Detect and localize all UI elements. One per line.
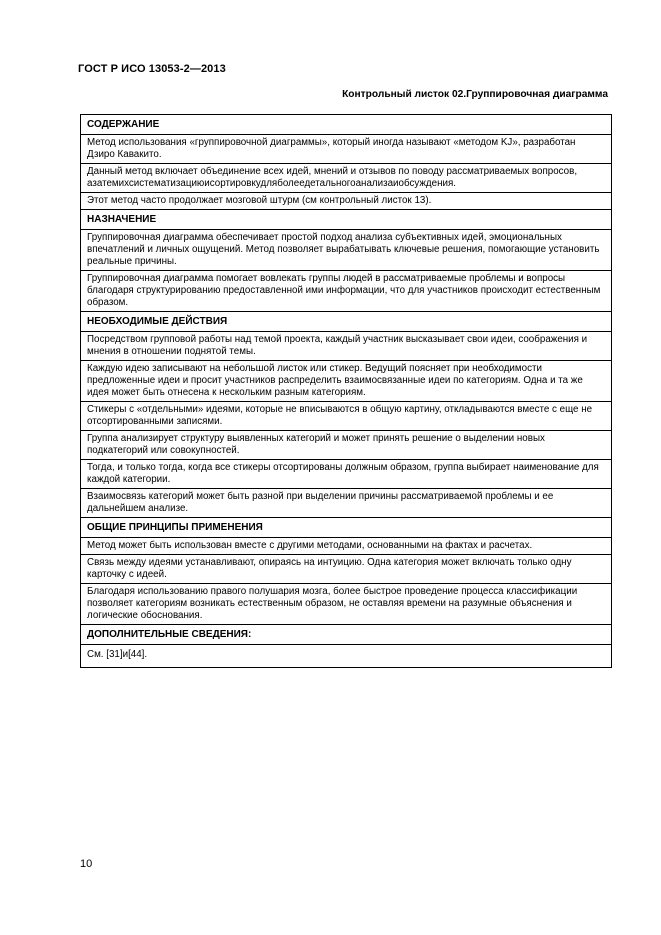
section-heading: СОДЕРЖАНИЕ xyxy=(81,115,611,135)
checklist-table xyxy=(80,114,612,668)
section-purpose xyxy=(81,209,611,311)
section-heading: НАЗНАЧЕНИЕ xyxy=(81,210,611,230)
page-number: 10 xyxy=(80,858,93,870)
section-paragraph: Тогда, и только тогда, когда все стикеры отсортированы должным образом, группа выбирает наименование для каждой категории. xyxy=(81,460,611,489)
section-paragraph: Связь между идеями устанавливают, опираясь на интуицию. Одна категория может включать только одну карточку с идеей. xyxy=(81,555,611,584)
section-heading: ОБЩИЕ ПРИНЦИПЫ ПРИМЕНЕНИЯ xyxy=(81,518,611,538)
section-paragraph: Стикеры с «отдельными» идеями, которые не вписываются в общую картину, откладываются вместе с еще не отсортированными записями. xyxy=(81,402,611,431)
section-heading: ДОПОЛНИТЕЛЬНЫЕ СВЕДЕНИЯ: xyxy=(81,625,611,645)
section-paragraph: Этот метод часто продолжает мозговой штурм (см контрольный листок 13). xyxy=(87,195,432,206)
section-paragraph: Взаимосвязь категорий может быть разной при выделении причины рассматриваемой проблемы и ее дальнейшем анализе. xyxy=(87,491,554,514)
section-paragraph: Группа анализирует структуру выявленных категорий и может принять решение о выделении новых подкатегорий или совокупностей. xyxy=(81,431,611,460)
section-paragraph: Группировочная диаграмма помогает вовлекать группы людей в рассматриваемые проблемы и вопросы благодаря структурированию предоставленной ими информации, что для участников происходит естественным образом. xyxy=(87,273,601,308)
section-paragraph: Группировочная диаграмма обеспечивает простой подход анализа субъективных идей, эмоциональных впечатлений и личных ощущений. Метод позволяет вырабатывать ключевые решения, помогающие установить реальные причины. xyxy=(81,230,611,271)
document-id: ГОСТ Р ИСО 13053-2—2013 xyxy=(78,63,226,75)
section-paragraph: Посредством групповой работы над темой проекта, каждый участник высказывает свои идеи, соображения и мнения в отношении поднятой темы. xyxy=(81,332,611,361)
section-paragraph: Данный метод включает объединение всех идей, мнений и отзывов по поводу рассматриваемых вопросов, азатемихсистематизациюисортировкудляболеедетальногоанализаиобсуждения. xyxy=(81,164,611,193)
section-paragraph: Благодаря использованию правого полушария мозга, более быстрое проведение процесса классификации позволяет категориям возникать естественным образом, не оставляя времени на разумные объяснения и логические обоснования. xyxy=(87,586,578,621)
section-paragraph: Каждую идею записывают на небольшой листок или стикер. Ведущий поясняет при необходимости предложенные идеи и просит участников распределить взаимосвязанные идеи по категориям. Одна и та же идея может быть отнесена к нескольким разным категориям. xyxy=(81,361,611,402)
section-paragraph: Метод может быть использован вместе с другими методами, основанными на фактах и расчетах. xyxy=(81,538,611,555)
section-additional-info xyxy=(81,624,611,667)
section-heading: НЕОБХОДИМЫЕ ДЕЙСТВИЯ xyxy=(81,312,611,332)
section-paragraph: См. [31]и[44]. xyxy=(87,649,148,660)
section-general-principles xyxy=(81,517,611,624)
section-paragraph: Метод использования «группировочной диаграммы», который иногда называют «методом KJ», разработан Дзиро Кавакито. xyxy=(81,135,611,164)
checklist-title: Контрольный листок 02.Группировочная диаграмма xyxy=(342,89,608,100)
section-required-actions xyxy=(81,311,611,517)
section-contents xyxy=(81,115,611,209)
